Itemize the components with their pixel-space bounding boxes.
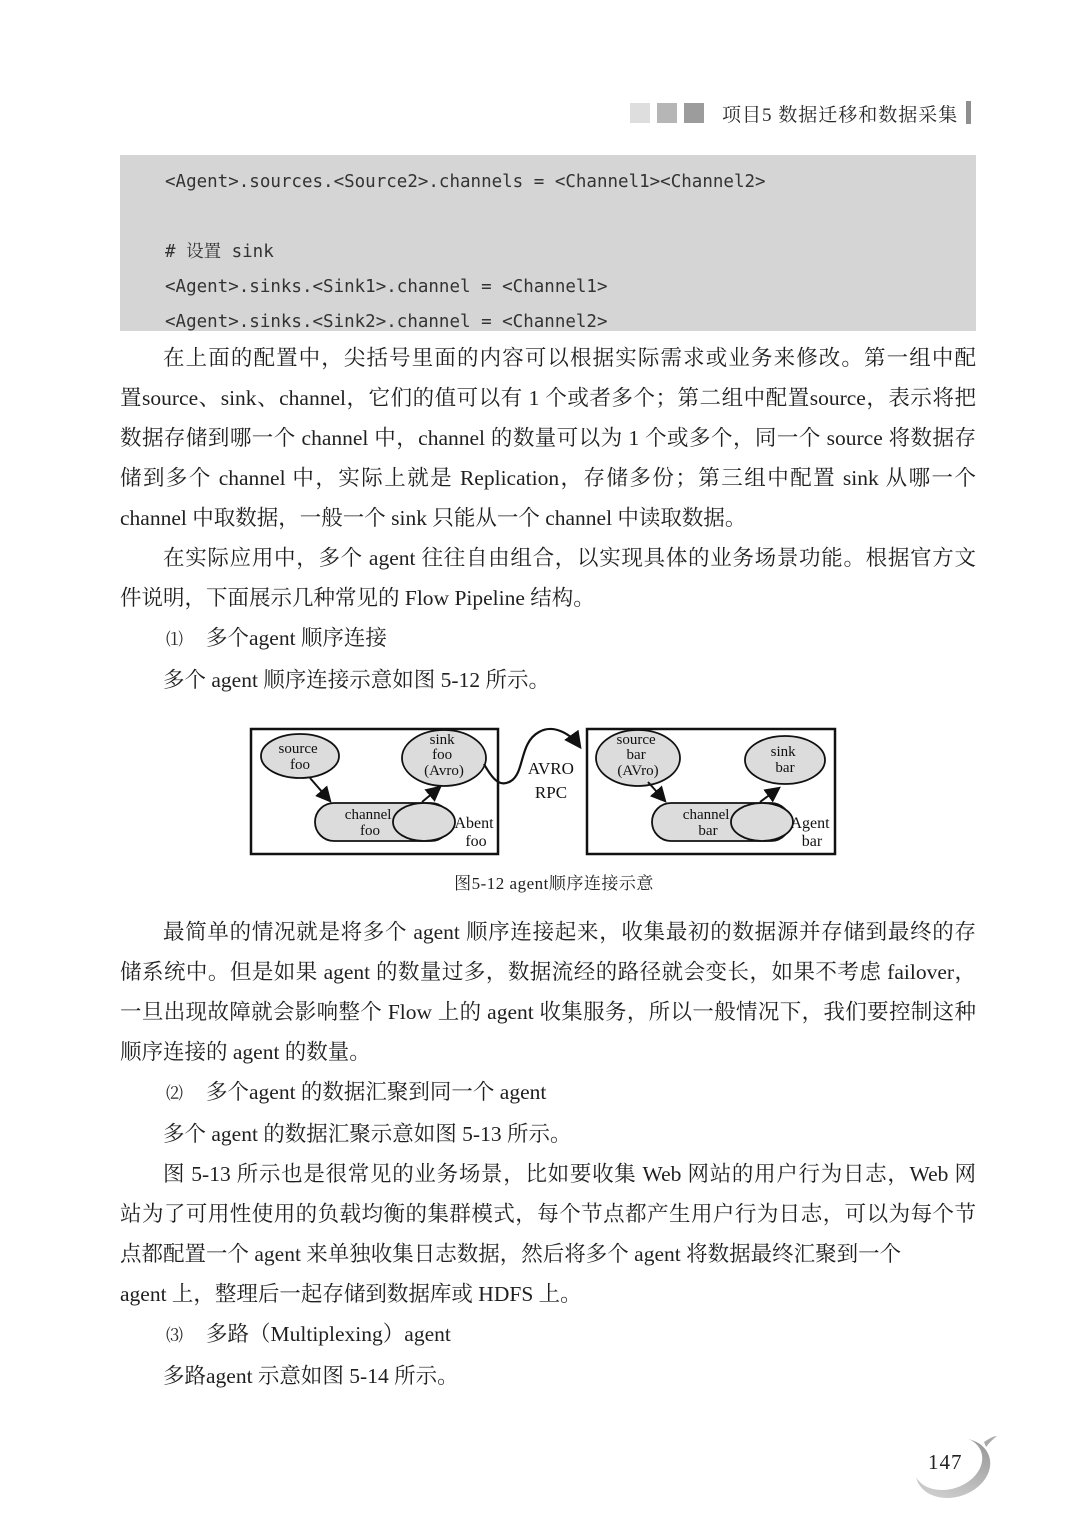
arrow-channel-to-sink	[760, 788, 779, 802]
paragraph-line: 图 5-13 所示也是很常见的业务场景，比如要收集 Web 网站的用户行为日志，Web 网	[163, 1162, 976, 1186]
sink-bar-label: sink bar	[770, 744, 796, 776]
list-item-text: 多路（Multiplexing）agent	[206, 1322, 451, 1346]
paragraph-line: 顺序连接的 agent 的数量。	[120, 1040, 371, 1064]
paragraph-line: 储系统中。但是如果 agent 的数量过多，数据流经的路径就会变长，如果不考虑 failover，	[120, 960, 976, 984]
code-line	[165, 200, 956, 235]
square-icon	[684, 103, 704, 123]
list-marker: ⑶	[166, 1326, 183, 1345]
list-marker: ⑴	[166, 630, 183, 649]
code-line: <Agent>.sources.<Source2>.channels = <Channel1><Channel2>	[165, 172, 766, 192]
list-item-3	[120, 1314, 976, 1356]
list-item-text: 多个agent 顺序连接	[206, 626, 387, 650]
page-number-area	[906, 1424, 998, 1512]
paragraph-line: channel 中取数据，一般一个 sink 只能从一个 channel 中读取数据。	[120, 506, 747, 530]
square-icon	[630, 103, 650, 123]
paragraph-line: 点都配置一个 agent 来单独收集日志数据，然后将多个 agent 将数据最终汇聚到一个	[120, 1242, 902, 1266]
figure-reference: 多个 agent 顺序连接示意如图 5-12 所示。	[163, 668, 550, 692]
agent-bar-label: Agent bar	[790, 815, 830, 850]
paragraph-line: agent 上，整理后一起存储到数据库或 HDFS 上。	[120, 1282, 582, 1306]
arrow-source-to-channel	[310, 778, 330, 801]
body-text-upper	[120, 338, 976, 700]
paragraph-line: 站为了可用性使用的负载均衡的集群模式，每个节点都产生用户行为日志，可以为每个节	[120, 1202, 976, 1226]
agent-flow-diagram	[248, 722, 860, 858]
paragraph-line: 数据存储到哪一个 channel 中，channel 的数量可以为 1 个或多个，同一个 source 将数据存	[120, 426, 976, 450]
header-ornament-squares	[630, 103, 704, 123]
page-number: 147	[928, 1450, 963, 1474]
paragraph-line: 储到多个 channel 中，实际上就是 Replication，存储多份；第三组中配置 sink 从哪一个	[120, 466, 976, 490]
channel-bar-endcap	[731, 803, 793, 841]
code-block	[120, 155, 976, 331]
arrow-source-to-channel	[648, 782, 665, 801]
list-marker: ⑵	[166, 1084, 183, 1103]
figure-reference: 多个 agent 的数据汇聚示意如图 5-13 所示。	[163, 1122, 572, 1146]
list-item-text: 多个agent 的数据汇聚到同一个 agent	[206, 1080, 547, 1104]
paragraph-line: 在实际应用中，多个 agent 往往自由组合，以实现具体的业务场景功能。根据官方文	[163, 546, 976, 570]
list-item-1	[120, 618, 976, 660]
square-icon	[657, 103, 677, 123]
list-item-2	[120, 1072, 976, 1114]
paragraph-line: 在上面的配置中，尖括号里面的内容可以根据实际需求或业务来修改。第一组中配	[163, 346, 976, 370]
paragraph-line: 一旦出现故障就会影响整个 Flow 上的 agent 收集服务，所以一般情况下，我们要控制这种	[120, 1000, 976, 1024]
code-line: <Agent>.sinks.<Sink2>.channel = <Channel2>	[165, 312, 608, 332]
source-foo-label: source foo	[278, 741, 318, 773]
channel-foo-endcap	[393, 803, 455, 841]
body-text-lower	[120, 912, 976, 1396]
agent-foo-label: Abent foo	[454, 815, 494, 850]
header-bar-icon	[966, 101, 971, 124]
channel-foo-label: channel foo	[344, 807, 392, 839]
code-line: # 设置 sink	[165, 242, 274, 262]
figure-caption: 图5-12 agent顺序连接示意	[454, 874, 654, 893]
sink-foo-label: sink foo (Avro)	[424, 732, 464, 779]
avro-rpc-label: AVRO RPC	[527, 759, 574, 802]
chapter-title: 项目5 数据迁移和数据采集	[722, 105, 959, 126]
paragraph-line: 最简单的情况就是将多个 agent 顺序连接起来，收集最初的数据源并存储到最终的存	[163, 920, 976, 944]
paragraph-line: 件说明，下面展示几种常见的 Flow Pipeline 结构。	[120, 586, 595, 610]
channel-bar-label: channel bar	[682, 807, 730, 839]
source-bar-label: source bar (AVro)	[616, 732, 659, 779]
arrow-channel-to-sink	[422, 787, 440, 802]
code-line: <Agent>.sinks.<Sink1>.channel = <Channel1>	[165, 277, 608, 297]
figure-reference: 多路agent 示意如图 5-14 所示。	[163, 1364, 459, 1388]
paragraph-line: 置source、sink、channel，它们的值可以有 1 个或者多个；第二组中配置source，表示将把	[120, 386, 976, 410]
figure-5-12	[248, 722, 860, 894]
